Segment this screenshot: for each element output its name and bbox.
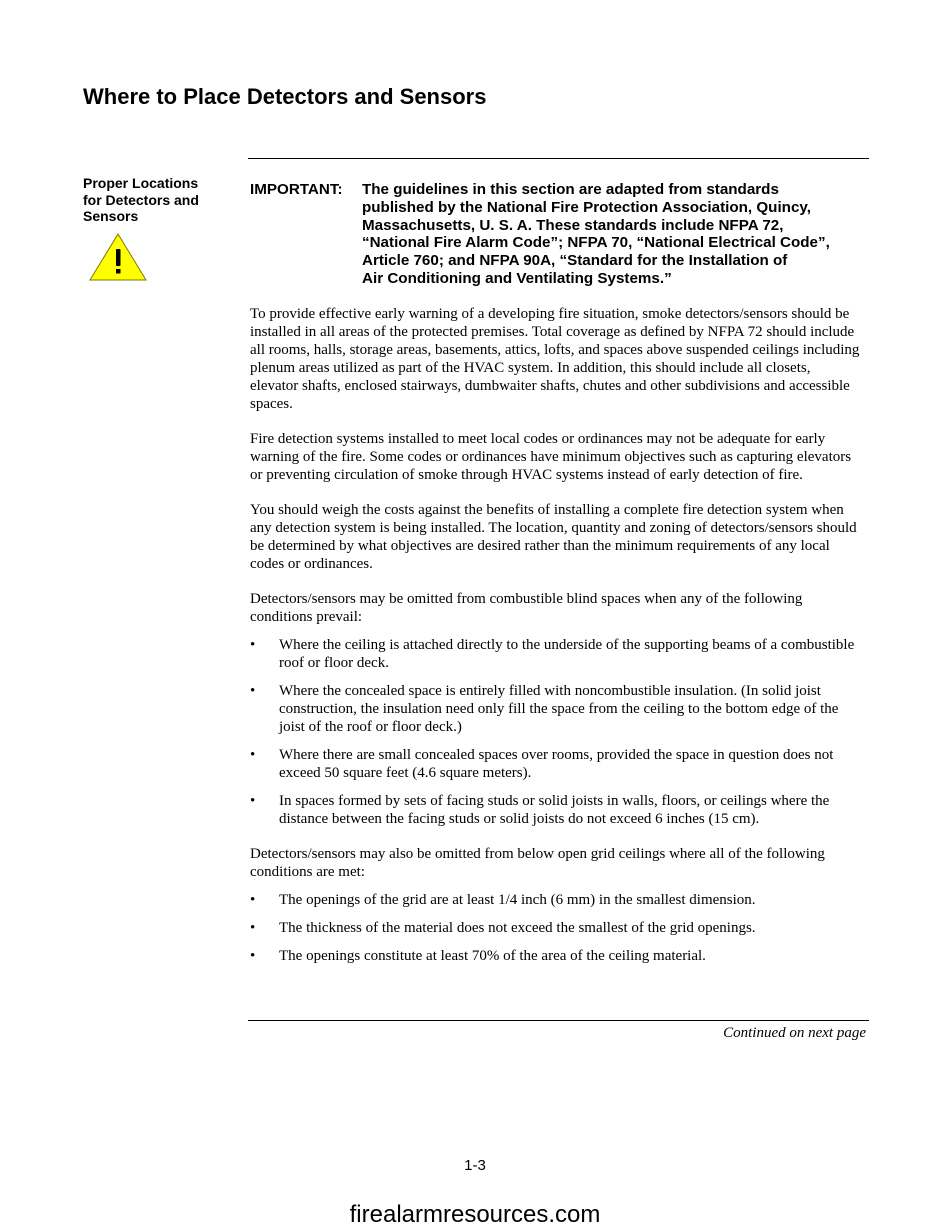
list-item-text: Where the concealed space is entirely filled with noncombustible insulation. (In solid joist construction, the insulation need only fill the space from the ceiling to the bottom edge of the joist of the roof or floor deck.) xyxy=(279,683,839,735)
list-item xyxy=(250,682,862,736)
important-line: The guidelines in this section are adapted from standards xyxy=(362,181,779,198)
list-item xyxy=(250,792,862,828)
watermark: firealarmresources.com xyxy=(349,1201,601,1228)
list-item-text: The thickness of the material does not exceed the smallest of the grid openings. xyxy=(279,920,756,936)
bullet: • xyxy=(250,920,256,936)
warning-triangle-icon xyxy=(88,232,148,282)
bullet: • xyxy=(250,948,256,964)
paragraph: You should weigh the costs against the benefits of installing a complete fire detection system when any detection system is being installed. The location, quantity and zoning of detectors/sensors should be determined by what objectives are desired rather than the minimum requirements of any local codes or ordinances. xyxy=(250,502,857,572)
paragraph: To provide effective early warning of a developing fire situation, smoke detectors/sensors should be installed in all areas of the protected premises. Total coverage as defined by NFPA 72 should include all rooms, halls, storage areas, basements, attics, lofts, and spaces above suspended ceilings including plenum areas utilized as part of the HVAC system. In addition, this should include all closets, elevator shafts, enclosed stairways, dumbwaiter shafts, chutes and other subdivisions and accessible spaces. xyxy=(250,306,860,412)
open-grid-list xyxy=(250,891,862,965)
important-text xyxy=(362,181,867,288)
blind-space-list xyxy=(250,636,862,828)
bullet: • xyxy=(250,892,256,908)
paragraph: Detectors/sensors may also be omitted from below open grid ceilings where all of the following conditions are met: xyxy=(250,846,825,880)
list-item-text: The openings of the grid are at least 1/4 inch (6 mm) in the smallest dimension. xyxy=(279,892,756,908)
bullet: • xyxy=(250,747,256,763)
list-item-text: In spaces formed by sets of facing studs or solid joists in walls, floors, or ceilings where the distance between the facing studs or solid joists do not exceed 6 inches (15 cm). xyxy=(279,793,830,827)
paragraph: Detectors/sensors may be omitted from combustible blind spaces when any of the following conditions prevail: xyxy=(250,591,803,625)
list-item xyxy=(250,746,862,782)
important-line: Article 760; and NFPA 90A, “Standard for the Installation of xyxy=(362,252,788,270)
page-title: Where to Place Detectors and Sensors xyxy=(83,84,487,109)
important-label: IMPORTANT: xyxy=(250,181,343,198)
important-line: Massachusetts, U. S. A. These standards include NFPA 72, xyxy=(362,216,784,234)
top-divider xyxy=(248,158,869,159)
list-item xyxy=(250,919,862,937)
bottom-divider xyxy=(248,1020,869,1021)
important-line: published by the National Fire Protection Association, Quincy, xyxy=(362,198,811,216)
list-item-text: The openings constitute at least 70% of the area of the ceiling material. xyxy=(279,948,706,964)
continued-note: Continued on next page xyxy=(723,1025,866,1041)
sidebar-heading-text: Proper Locations for Detectors and Sensors xyxy=(83,175,199,224)
important-line: Air Conditioning and Ventilating Systems.” xyxy=(362,269,672,287)
list-item xyxy=(250,947,862,965)
paragraph: Fire detection systems installed to meet local codes or ordinances may not be adequate for early warning of the fire. Some codes or ordinances have minimum objectives such as capturing elevators or preventing circulation of smoke through HVAC systems instead of early detection of fire. xyxy=(250,431,852,483)
bullet: • xyxy=(250,683,256,699)
important-line: “National Fire Alarm Code”; NFPA 70, “National Electrical Code”, xyxy=(362,234,830,252)
bullet: • xyxy=(250,637,256,653)
page-number: 1-3 xyxy=(464,1157,486,1174)
list-item xyxy=(250,636,862,672)
list-item-text: Where there are small concealed spaces over rooms, provided the space in question does not exceed 50 square feet (4.6 square meters). xyxy=(279,747,834,781)
list-item-text: Where the ceiling is attached directly to the underside of the supporting beams of a combustible roof or floor deck. xyxy=(279,637,855,671)
list-item xyxy=(250,891,862,909)
bullet: • xyxy=(250,793,256,809)
body-text xyxy=(250,305,862,982)
sidebar-heading xyxy=(83,175,213,225)
